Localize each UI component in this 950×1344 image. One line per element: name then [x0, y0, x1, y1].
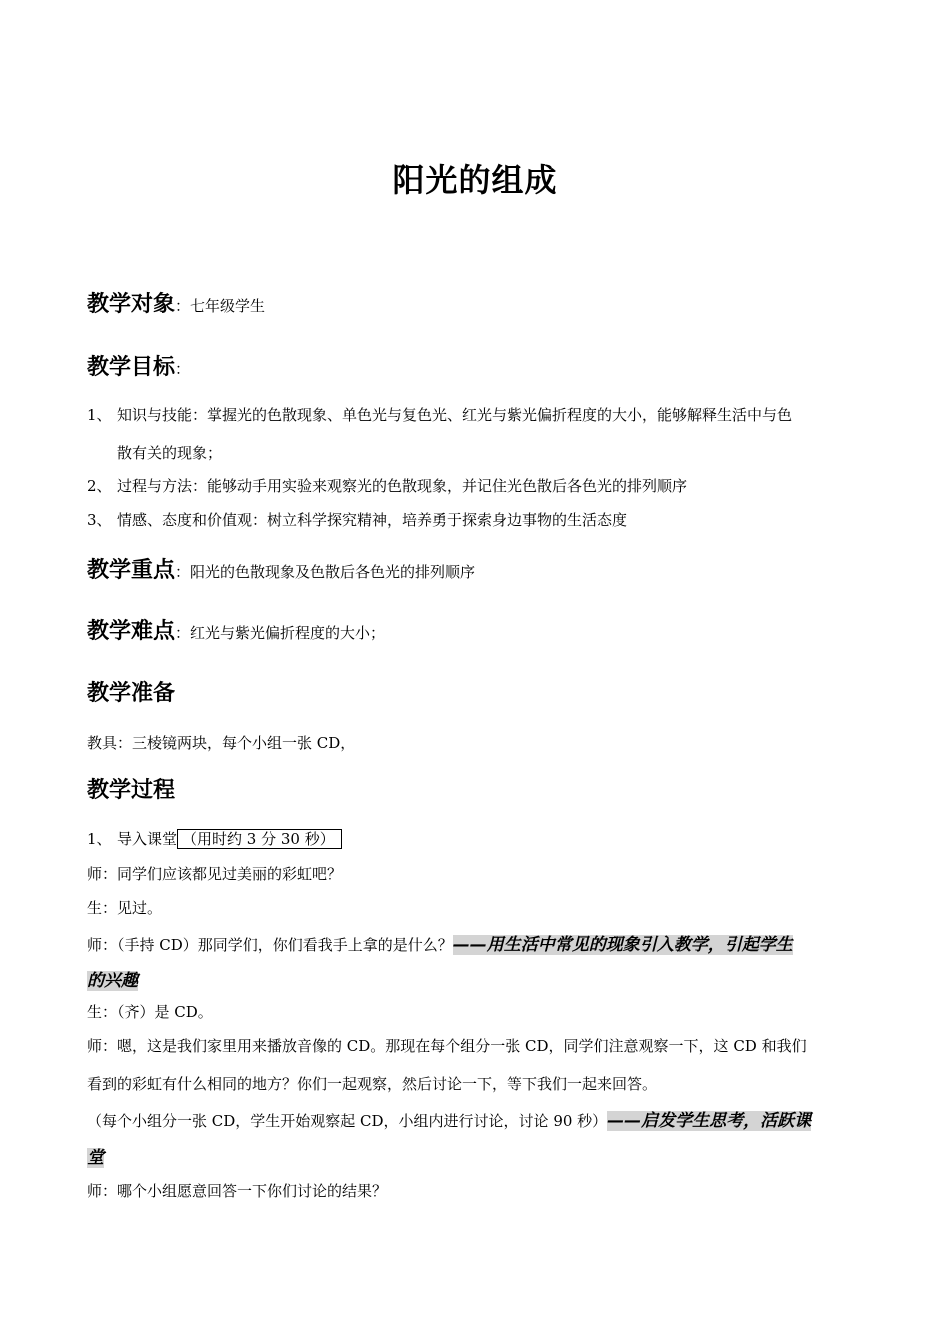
goal-item	[87, 509, 627, 530]
difficulty-value: 红光与紫光偏折程度的大小；	[190, 624, 386, 642]
dialogue-text: 师：（手持 CD）那同学们，你们看我手上拿的是什么？	[87, 936, 453, 954]
key-point-heading: 教学重点	[87, 558, 176, 583]
step-label: 导入课堂	[117, 830, 178, 848]
teaching-note-continuation	[87, 1143, 104, 1168]
teaching-object-heading: 教学对象	[87, 292, 176, 317]
dialogue-line: 师：嗯，这是我们家里用来播放音像的 CD。那现在每个组分一张 CD，同学们注意观察一下，这 CD 和我们	[87, 1037, 807, 1055]
activity-text: （每个小组分一张 CD，学生开始观察起 CD，小组内进行讨论，讨论 90 秒）	[87, 1112, 608, 1130]
colon: ：	[175, 563, 191, 581]
goal-text: 过程与方法：能够动手用实验来观察光的色散现象，并记住光色散后各色光的排列顺序	[117, 477, 688, 495]
key-point-section	[87, 553, 475, 584]
goal-number: 3、	[87, 511, 112, 529]
difficulty-section	[87, 614, 385, 645]
teaching-object-section	[87, 287, 265, 318]
dialogue-line: 师：同学们应该都见过美丽的彩虹吧？	[87, 865, 343, 883]
process-section	[87, 773, 175, 804]
dialogue-line: 生：见过。	[87, 899, 163, 917]
preparation-heading: 教学准备	[87, 681, 176, 706]
teaching-note-continuation	[87, 966, 138, 991]
goal-text: 知识与技能：掌握光的色散现象、单色光与复色光、红光与紫光偏折程度的大小，能够解释生活中与色	[117, 406, 793, 424]
teaching-object-value: 七年级学生	[190, 297, 266, 315]
process-heading: 教学过程	[87, 778, 176, 803]
dialogue-line	[87, 930, 793, 955]
step-time-box: （用时约 3 分 30 秒）	[177, 829, 342, 849]
preparation-value: 教具：三棱镜两块，每个小组一张 CD，	[87, 734, 356, 752]
dialogue-line: 师：哪个小组愿意回答一下你们讨论的结果？	[87, 1182, 388, 1200]
page-title: 阳光的组成	[392, 161, 558, 199]
goal-number: 2、	[87, 477, 112, 495]
goal-item	[87, 475, 687, 496]
colon: ：	[175, 297, 191, 315]
goal-text: 情感、态度和价值观：树立科学探究精神，培养勇于探索身边事物的生活态度	[117, 511, 628, 529]
key-point-value: 阳光的色散现象及色散后各色光的排列顺序	[190, 563, 476, 581]
preparation-section	[87, 676, 175, 707]
process-step	[87, 828, 342, 849]
dialogue-line: 生：（齐）是 CD。	[87, 1003, 213, 1021]
activity-line	[87, 1106, 811, 1131]
goal-number: 1、	[87, 406, 112, 424]
dialogue-line: 看到的彩虹有什么相同的地方？你们一起观察，然后讨论一下，等下我们一起来回答。	[87, 1075, 658, 1093]
teaching-note: ——用生活中常见的现象引入教学，引起学生	[452, 935, 793, 955]
colon: ：	[175, 360, 191, 378]
colon: ：	[175, 624, 191, 642]
teaching-note: 堂	[87, 1148, 104, 1168]
teaching-note: ——启发学生思考，活跃课	[607, 1111, 812, 1131]
teaching-goals-heading: 教学目标	[87, 355, 176, 380]
difficulty-heading: 教学难点	[87, 619, 176, 644]
step-number: 1、	[87, 830, 112, 848]
teaching-note: 的兴趣	[87, 971, 138, 991]
goal-item	[87, 404, 792, 425]
teaching-goals-section	[87, 350, 190, 381]
goal-item-continuation: 散有关的现象；	[117, 444, 223, 462]
